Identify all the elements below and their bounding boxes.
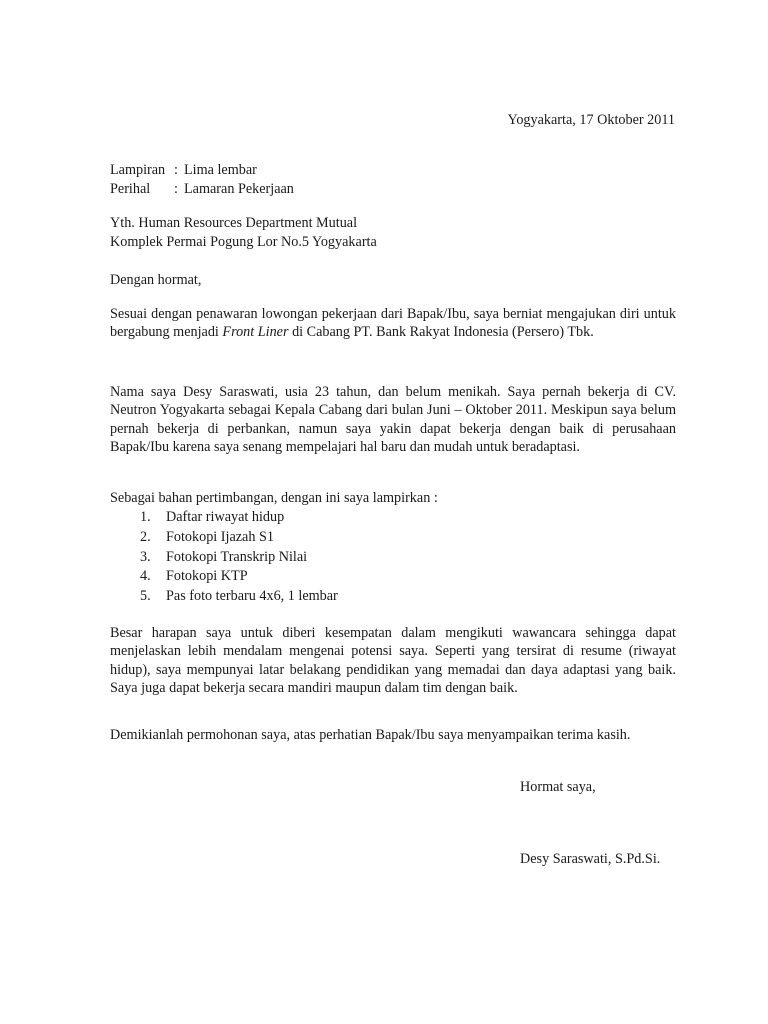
paragraph-closing: Demikianlah permohonan saya, atas perhatian Bapak/Ibu saya menyampaikan terima kasih. — [110, 727, 631, 743]
recipient-block — [110, 214, 377, 252]
list-item — [140, 508, 338, 528]
list-item — [140, 528, 338, 548]
paragraph-intro-start: Sesuai dengan penawaran lowongan pekerjaan dari Bapak/Ibu, saya berniat mengajukan diri untuk bergabung menjadi — [110, 306, 676, 341]
recipient-name: Yth. Human Resources Department Mutual — [110, 215, 358, 231]
list-item-number: 2. — [140, 528, 151, 545]
list-item-number: 4. — [140, 568, 151, 585]
position-name: Front Liner — [222, 324, 289, 341]
recipient-address: Komplek Permai Pogung Lor No.5 Yogyakarta — [110, 234, 377, 250]
list-item-number: 3. — [140, 548, 151, 565]
attachment-label: Lampiran — [110, 162, 166, 178]
paragraph-profile: Nama saya Desy Saraswati, usia 23 tahun, dan belum menikah. Saya pernah bekerja di CV. Neutron Yogyakarta sebagai Kepala Cabang dari bulan Juni – Oktober 2011. Meskipun saya belum pernah bekerja di perbankan, namun saya yakin dapat bekerja dengan baik di perusahaan Bapak/Ibu karena saya senang mempelajari hal baru dan mudah untuk beradaptasi. — [110, 384, 676, 456]
greeting: Dengan hormat, — [110, 272, 202, 288]
list-item-text: Pas foto terbaru 4x6, 1 lembar — [166, 588, 338, 605]
subject-row — [110, 180, 294, 199]
list-item — [140, 548, 338, 568]
attachments-intro: Sebagai bahan pertimbangan, dengan ini saya lampirkan : — [110, 490, 438, 506]
attachments-list — [140, 508, 338, 607]
attachment-separator: : — [174, 162, 178, 178]
paragraph-intro-end: di Cabang PT. Bank Rakyat Indonesia (Persero) Tbk. — [288, 324, 594, 341]
list-item-text: Fotokopi Ijazah S1 — [166, 528, 274, 545]
list-item-number: 1. — [140, 509, 151, 525]
list-item-text: Fotokopi KTP — [166, 568, 248, 585]
attachment-row — [110, 161, 294, 180]
paragraph-hope: Besar harapan saya untuk diberi kesempatan dalam mengikuti wawancara sehingga dapat menjelaskan lebih mendalam mengenai potensi saya. Seperti yang tersirat di resume (riwayat hidup), saya mempunyai latar belakang pendidikan yang memadai dan daya adaptasi yang baik. Saya juga dapat bekerja secara mandiri maupun dalam tim dengan baik. — [110, 625, 676, 697]
letter-meta — [110, 161, 294, 199]
place-date: Yogyakarta, 17 Oktober 2011 — [507, 112, 675, 128]
list-item — [140, 567, 338, 587]
closing-salutation: Hormat saya, — [520, 779, 596, 795]
signature-name: Desy Saraswati, S.Pd.Si. — [520, 851, 661, 867]
list-item-number: 5. — [140, 588, 151, 605]
attachment-value: Lima lembar — [184, 162, 257, 178]
subject-label: Perihal — [110, 181, 151, 197]
list-item — [140, 587, 338, 607]
subject-value: Lamaran Pekerjaan — [184, 181, 294, 197]
subject-separator: : — [174, 181, 178, 197]
list-item-text: Daftar riwayat hidup — [166, 509, 285, 525]
paragraph-intro — [110, 305, 676, 342]
list-item-text: Fotokopi Transkrip Nilai — [166, 548, 308, 565]
